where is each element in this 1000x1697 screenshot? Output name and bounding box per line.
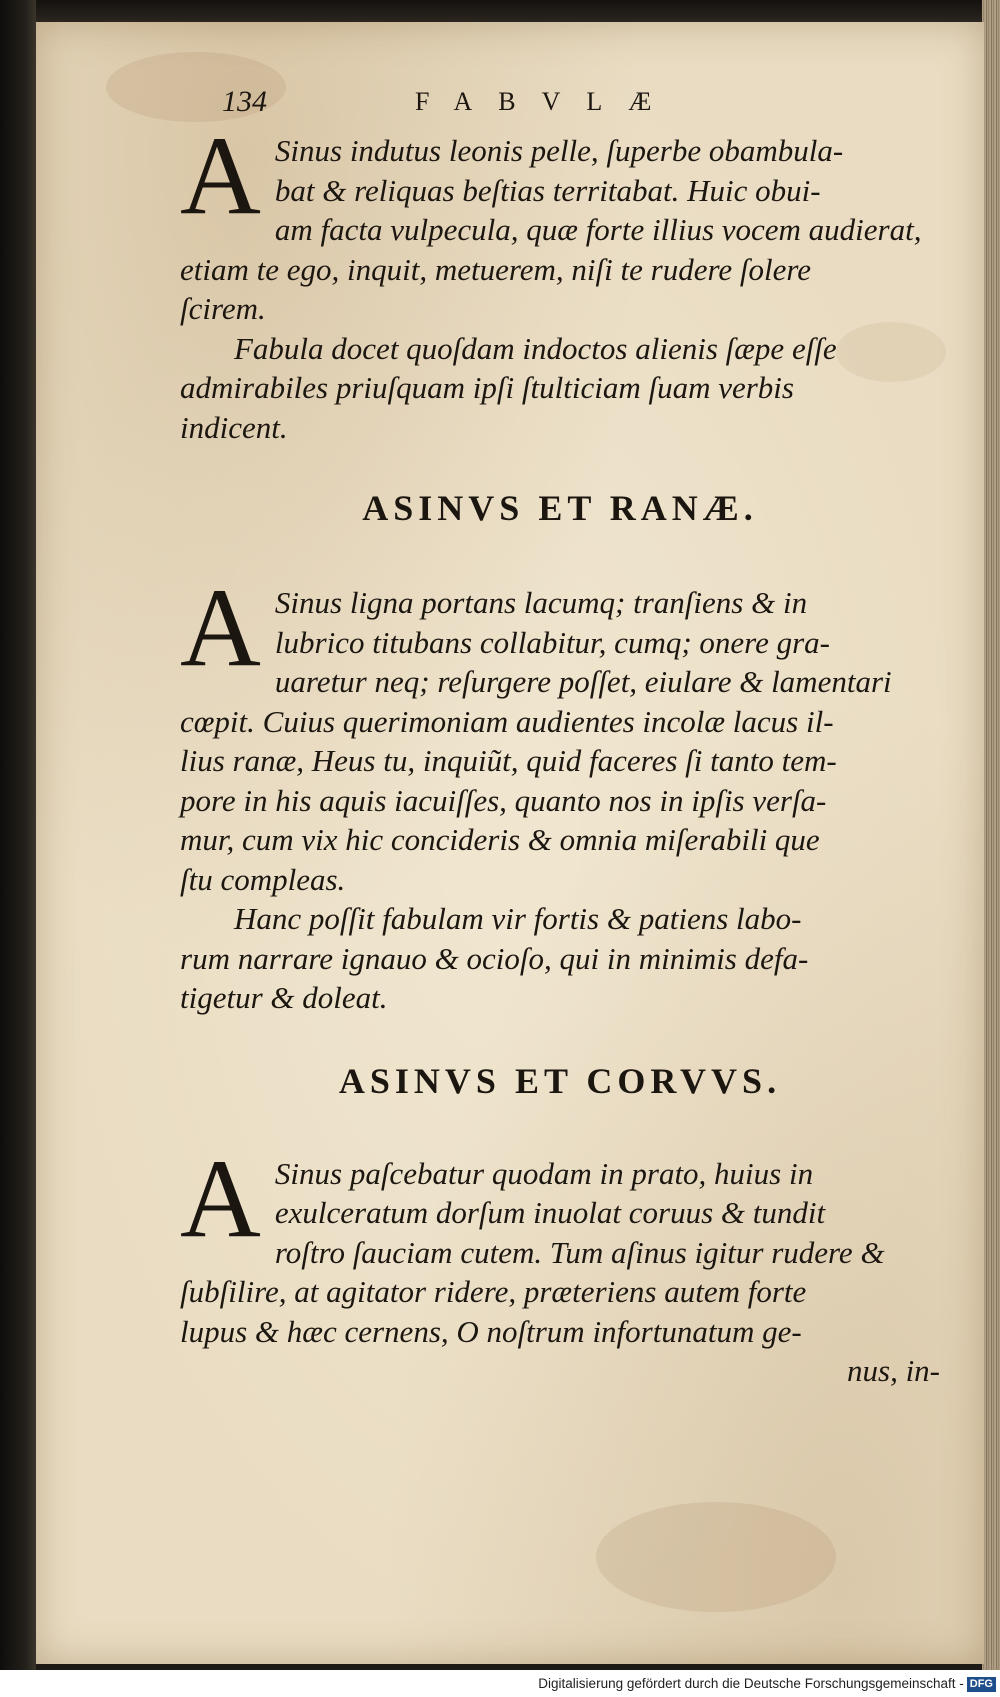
text-line: admirabiles priuſquam ipſi ſtulticiam ſuam verbis xyxy=(180,370,794,405)
text-line: Sinus ligna portans lacumq; tranſiens & in xyxy=(274,585,808,620)
running-head xyxy=(180,85,940,131)
text-line: rum narrare ignauo & ocioſo, qui in minimis defa- xyxy=(180,940,809,976)
text-line: Sinus indutus leonis pelle, ſuperbe obambula- xyxy=(274,133,844,168)
credit-text: Digitalisierung gefördert durch die Deutsche Forschungsgemeinschaft - xyxy=(538,1676,964,1691)
text-line: ſubſilire, at agitator ridere, præteriens autem forte xyxy=(180,1274,807,1309)
text-line: cœpit. Cuius querimoniam audientes incolæ lacus il- xyxy=(180,703,834,739)
fable-2-text-cont xyxy=(180,662,940,899)
text-line: tigetur & doleat. xyxy=(180,980,388,1015)
drop-cap: A xyxy=(180,1136,261,1261)
text-line: Sinus paſcebatur quodam in prato, huius in xyxy=(274,1155,814,1191)
text-line: etiam te ego, inquit, metuerem, niſi te rudere ſolere xyxy=(180,251,812,287)
binding-top xyxy=(0,0,1000,22)
text-line: pore in his aquis iacuiſſes, quanto nos in ipſis verſa- xyxy=(180,782,827,818)
fable-1-moral xyxy=(180,329,940,448)
page-number: 134 xyxy=(222,85,267,118)
fable-3-heading: ASINVS ET CORVVS. xyxy=(338,1060,782,1101)
fable-3 xyxy=(180,1136,940,1391)
text-line: ſtu compleas. xyxy=(180,861,346,897)
fable-3-text-cont xyxy=(180,1233,940,1391)
text-line: exulceratum dorſum inuolat coruus & tundit xyxy=(274,1195,826,1230)
text-line: lius ranæ, Heus tu, inquiũt, quid faceres ſi tanto tem- xyxy=(180,743,837,778)
fable-2-text xyxy=(180,583,940,662)
dfg-logo[interactable]: DFG xyxy=(967,1677,996,1692)
fable-1 xyxy=(180,114,940,447)
text-line: mur, cum vix hic concideris & omnia miſerabili que xyxy=(180,822,820,857)
drop-cap: A xyxy=(180,566,261,690)
fable-3-text xyxy=(180,1154,940,1233)
fable-2-heading: ASINVS ET RANÆ. xyxy=(362,488,758,528)
page-edges xyxy=(982,0,1000,1670)
fable-1-text-cont xyxy=(180,210,940,329)
text-line: indicent. xyxy=(180,409,288,445)
paper-stain xyxy=(596,1502,836,1612)
digitization-credit xyxy=(0,1670,1000,1697)
catchword: nus, in- xyxy=(847,1353,940,1388)
text-line: uaretur neq; reſurgere poſſet, eiulare & lamentari xyxy=(274,664,892,699)
text-column xyxy=(180,85,940,1391)
text-line: ſcirem. xyxy=(180,291,266,326)
text-line: roſtro ſauciam cutem. Tum aſinus igitur rudere & xyxy=(274,1234,885,1270)
drop-cap: A xyxy=(180,114,261,238)
fable-1-text xyxy=(180,131,940,210)
text-line: Fabula docet quoſdam indoctos alienis ſæpe eſſe xyxy=(234,330,837,366)
text-line: am facta vulpecula, quæ forte illius vocem audierat, xyxy=(274,212,922,247)
text-line: bat & reliquas beſtias territabat. Huic obui- xyxy=(274,172,821,208)
text-line: Hanc poſſit fabulam vir fortis & patiens labo- xyxy=(234,901,802,936)
running-title: FABVLÆ xyxy=(415,87,678,116)
fable-2 xyxy=(180,566,940,1018)
book-binding xyxy=(0,0,36,1670)
text-line: lubrico titubans collabitur, cumq; onere gra- xyxy=(274,624,830,660)
text-line: lupus & hæc cernens, O noſtrum infortunatum ge- xyxy=(180,1313,802,1349)
fable-2-moral xyxy=(180,899,940,1018)
